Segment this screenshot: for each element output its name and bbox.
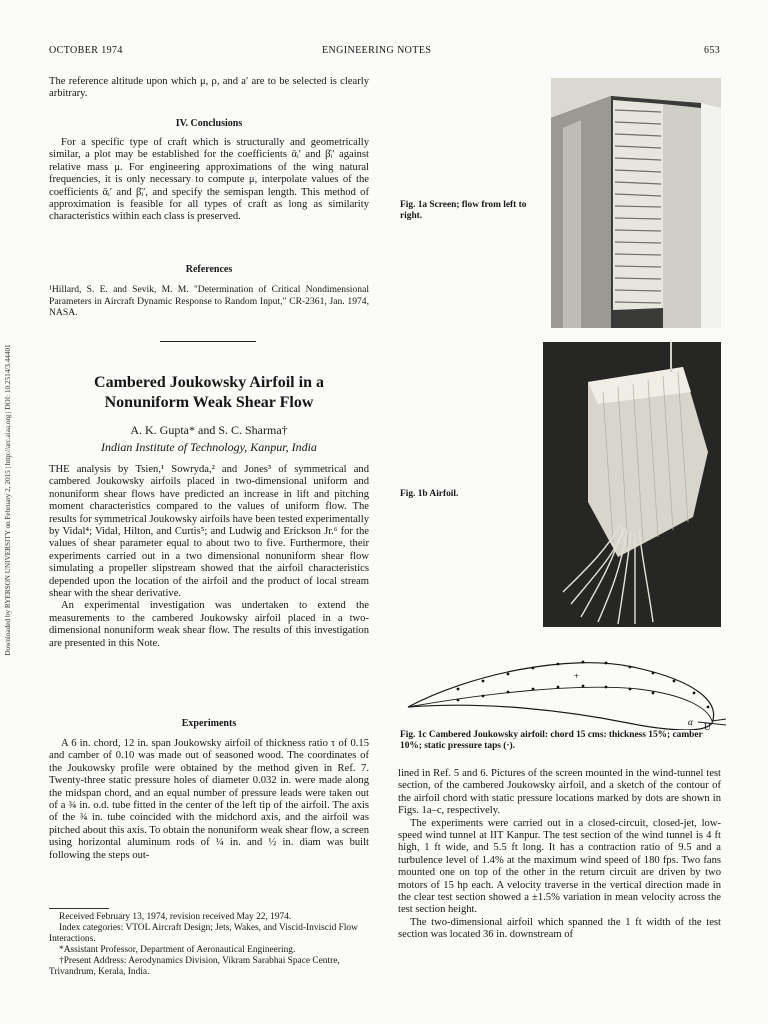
footnote-rule bbox=[49, 908, 109, 909]
download-stamp: Downloaded by RYERSON UNIVERSITY on February 2, 2015 | http://arc.aiaa.org | DOI: 10.2514/3.44401 bbox=[4, 344, 12, 656]
svg-text:+: + bbox=[574, 671, 580, 681]
footnotes: Received February 13, 1974, revision received May 22, 1974. Index categories: VTOL Aircraft Design; Jets, Wakes, and Viscid-Inviscid Flow Interactions. *Assistant Professor, Department of Aeronautical Engineering. †Present Address: Aerodynamics Division, Vikram Sarabhai Space Centre, Trivandrum, Kerala, India. bbox=[49, 912, 358, 977]
conclusions-heading: IV. Conclusions bbox=[175, 118, 243, 129]
figure-1c-caption: Fig. 1c Cambered Joukowsky airfoil: chord 15 cms: thickness 15%; camber 10%; static pressure taps (·). bbox=[400, 730, 703, 751]
conclusions-body: For a specific type of craft which is structurally and geometrically similar, a plot may be established for the coefficients ᾱᵢ′ and β̄ᵢ′ against relative mass μ. For engineering approximations of the wing natural frequencies, it is only necessary to compute μ, interpolate values of the coefficients ᾱᵢ′ and β̄ᵢ′, and specify the semispan length. This method of approximation is feasible for all types of craft as long as similarity characteristics within each class is preserved. bbox=[49, 137, 369, 223]
figure-1c-sketch bbox=[398, 645, 730, 730]
figure-1b-caption: Fig. 1b Airfoil. bbox=[400, 489, 459, 499]
screen-photo-illustration bbox=[551, 78, 721, 328]
article-body-intro: THE analysis by Tsien,¹ Sowryda,² and Jones³ of symmetrical and cambered Joukowsky airfoils placed in two-dimensional uniform and nonuniform shear flows have predicted an increase in lift and pitching moment characteristics compared to the values of uniform flow. The results for symmetrical Joukowsky airfoils have been tested experimentally by Vidal⁴; Vidal, Hilton, and Curtis⁵; and Ludwig and Erickson Jr.⁶ for the values of shear parameter equal to about two to five. Furthermore, their experiments carried out in a two dimensional nonuniform shear flow simulating a propeller slipstream showed that the airfoil characteristics depended upon the location of the airfoil and the product of local stream shear with the shear derivative. An experimental investigation was undertaken to extend the measurements to the cambered Joukowsky airfoil placed in a two-dimensional nonuniform weak shear flow. The results of this investigation are presented in this Note. bbox=[49, 464, 369, 649]
article-authors: A. K. Gupta* and S. C. Sharma† bbox=[130, 423, 288, 437]
angle-of-attack-label: α bbox=[688, 717, 693, 727]
airfoil-contour-diagram bbox=[398, 645, 730, 730]
experiments-body-continued: lined in Ref. 5 and 6. Pictures of the screen mounted in the wind-tunnel test section, of the cambered Joukowsky airfoil, and a sketch of the contour of the airfoil chord with static pressure locations marked by dots are shown in Figs. 1a–c, respectively. The experiments were carried out in a closed-circuit, closed-jet, low-speed wind tunnel at IIT Kanpur. The test section of the wind tunnel is 4 ft high, 1 ft wide, and 5.5 ft long. It has a contraction ratio of 9.5 and a turbulence level of 1.4% at the maximum wind speed of 180 fps. Two fans mounted one on top of the other in the return circuit are driven by two motors of 15 hp each. A velocity traverse in the vertical direction made in the clear test section showed a ±1.5% variation in mean velocity across the test section height. The two-dimensional airfoil which spanned the 1 ft width of the test section was located 36 in. downstream of bbox=[398, 768, 721, 941]
reference-1: ¹Hillard, S. E. and Sevik, M. M. "Determination of Critical Nondimensional Parameters in Aircraft Dynamic Response to Random Input," CR-2361, Jan. 1974, NASA. bbox=[49, 284, 369, 318]
figure-1b-photo bbox=[543, 342, 721, 627]
freestream-velocity-label: U bbox=[704, 722, 711, 730]
experiments-heading: Experiments bbox=[181, 718, 237, 729]
figure-1a-caption: Fig. 1a Screen; flow from left to right. bbox=[400, 200, 527, 221]
running-header-journal: ENGINEERING NOTES bbox=[322, 45, 432, 56]
section-divider bbox=[160, 341, 256, 342]
figure-1a-photo bbox=[551, 78, 721, 328]
references-heading: References bbox=[185, 264, 233, 275]
article-affiliation: Indian Institute of Technology, Kanpur, India bbox=[101, 440, 317, 454]
article-title: Cambered Joukowsky Airfoil in a Nonuniform Weak Shear Flow bbox=[94, 374, 324, 411]
running-header-date: OCTOBER 1974 bbox=[49, 45, 123, 56]
experiments-body: A 6 in. chord, 12 in. span Joukowsky airfoil of thickness ratio τ of 0.15 and camber of 0.10 was made out of seasoned wood. The coordinates of the Joukowsky profile were obtained by the method given in Ref. 7. Twenty-three static pressure holes of diameter 0.032 in. were made along the midspan chord, and an equal number of pressure leads were taken out of a ¾ in. o.d. tube fitted in the center of the left tip of the airfoil. The axis of the ¾ in. tube coincided with the midchord axis, and the airfoil was pitched about this axis. To obtain the nonuniform weak shear flow, a screen using horizontal aluminum rods of ¼ in. and ½ in. diam was built following the steps out- bbox=[49, 738, 369, 861]
intro-paragraph: The reference altitude upon which μ, ρ, and a′ are to be selected is clearly arbitrary. bbox=[49, 76, 369, 100]
page-number: 653 bbox=[704, 45, 721, 56]
airfoil-photo-illustration bbox=[543, 342, 721, 627]
